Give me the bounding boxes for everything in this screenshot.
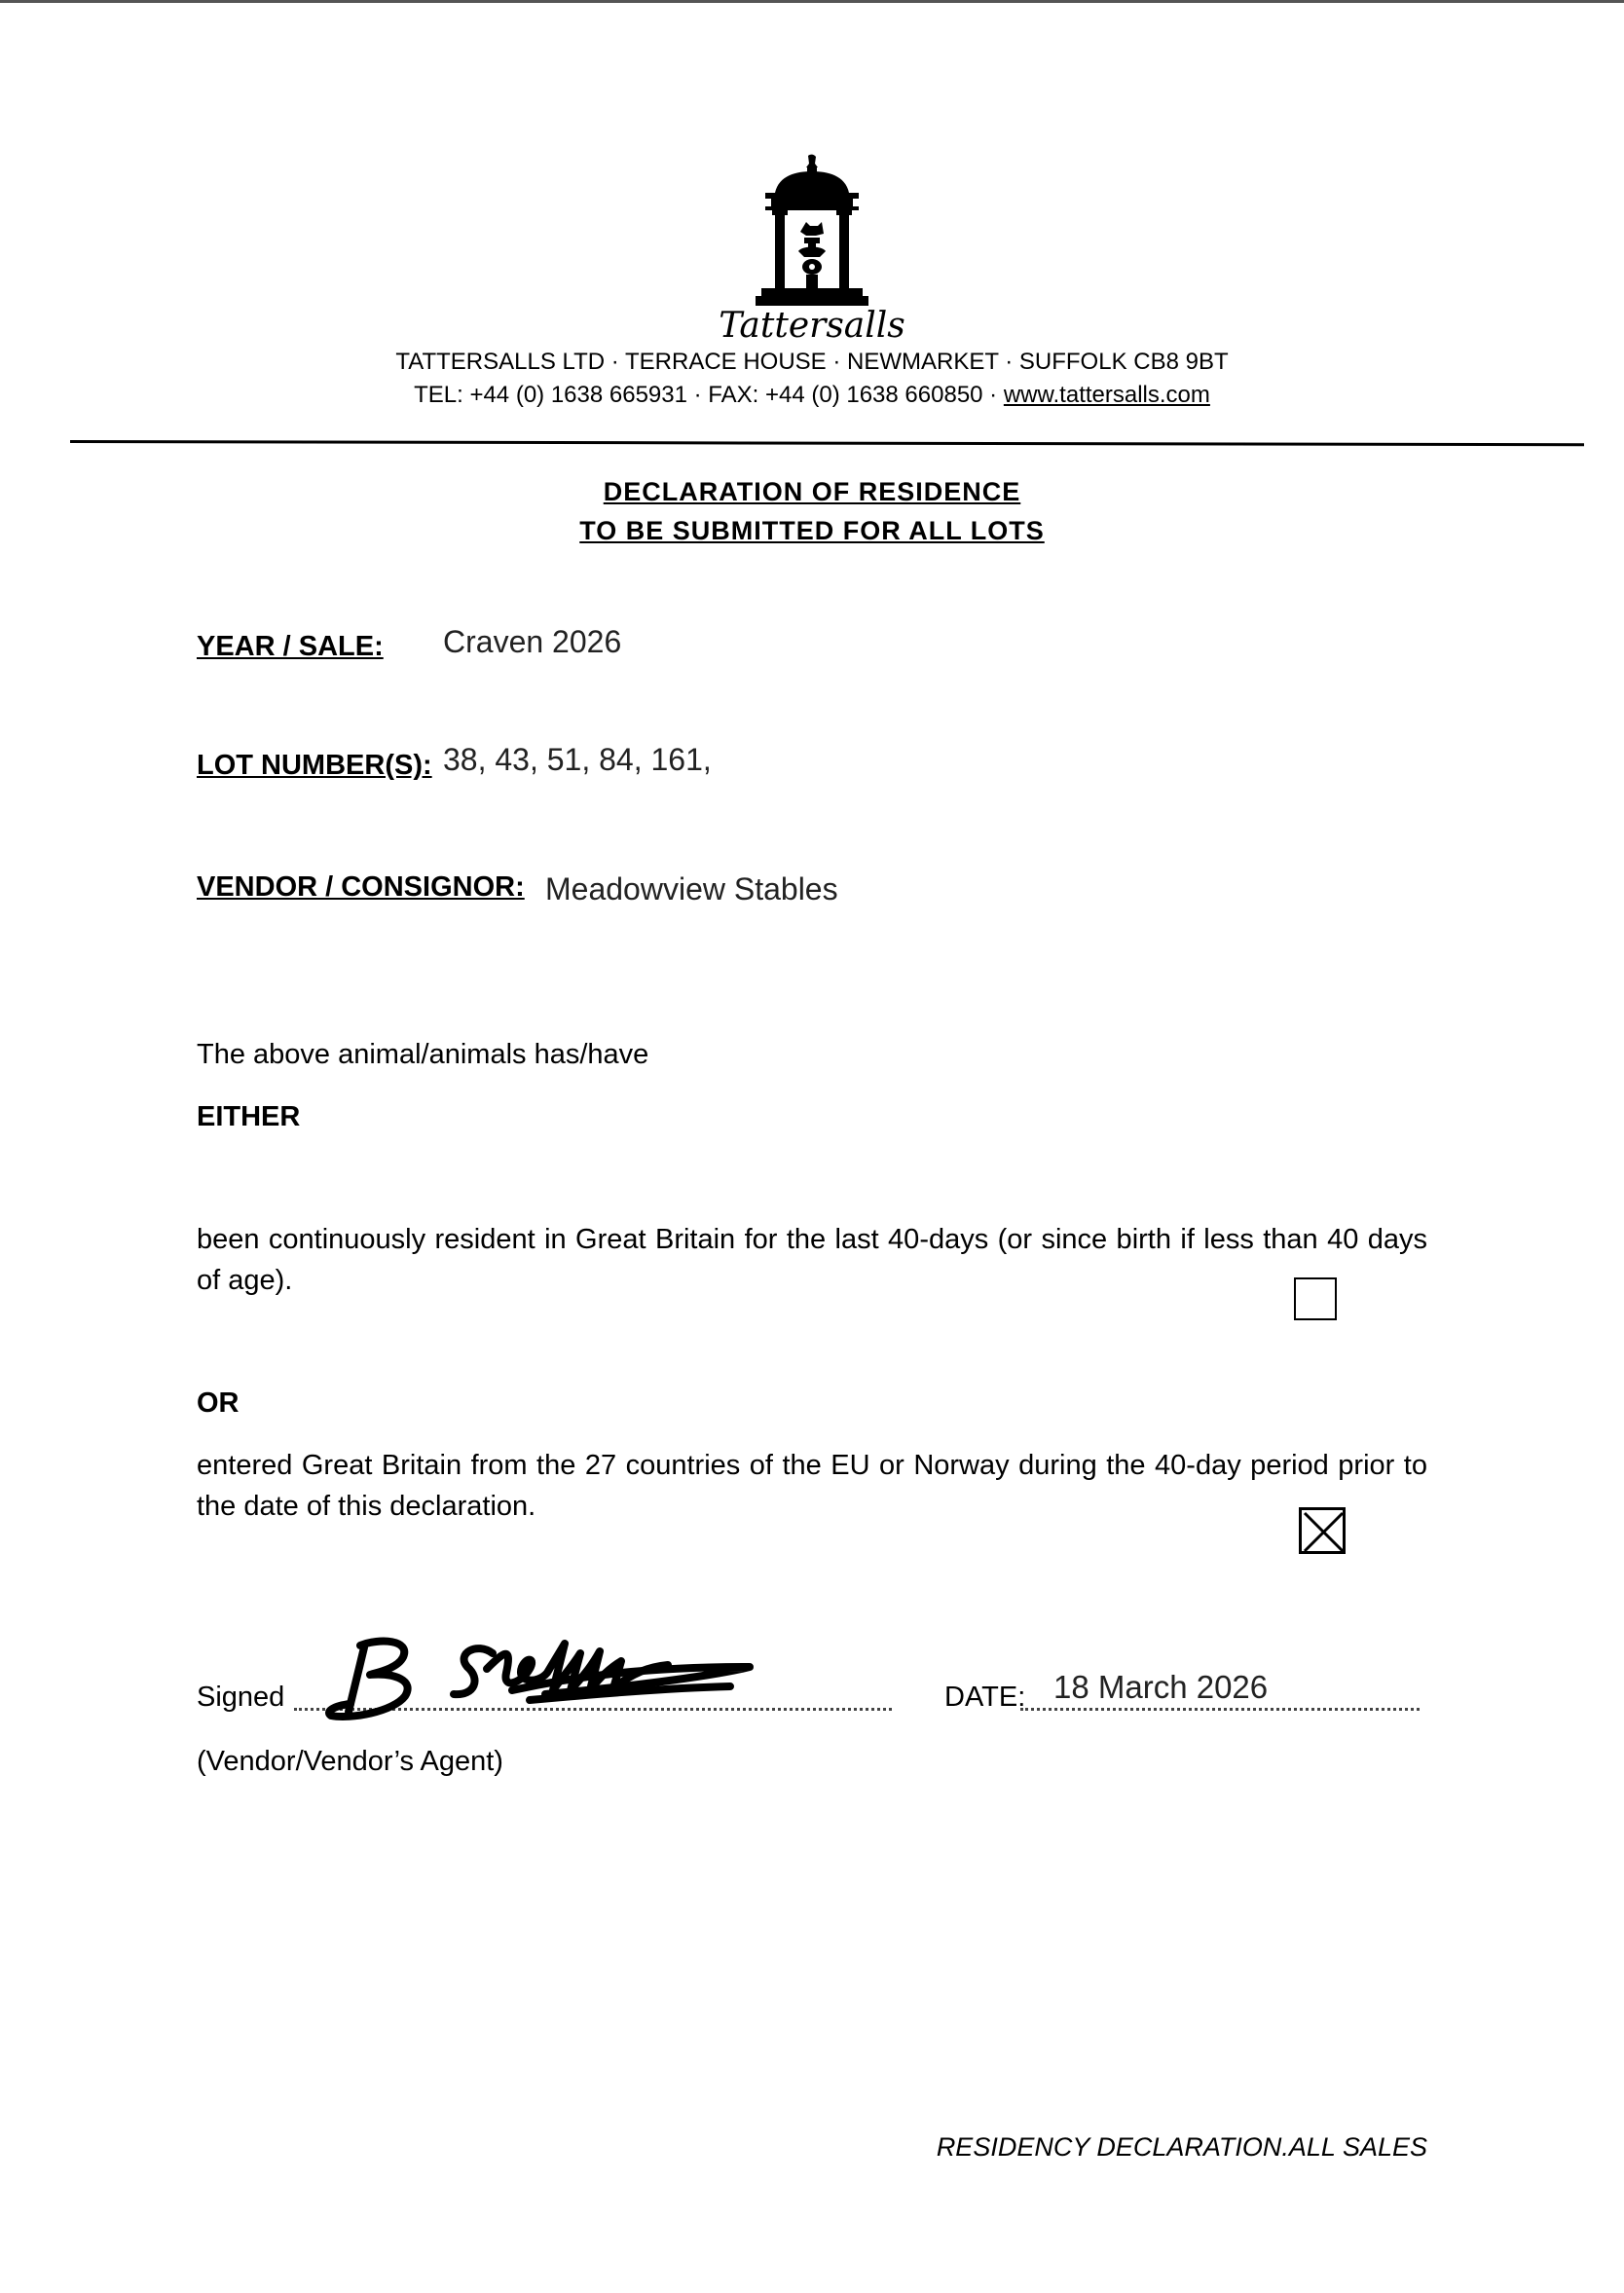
footer-text: RESIDENCY DECLARATION.ALL SALES (936, 2132, 1427, 2162)
brand-name: Tattersalls (719, 306, 905, 346)
handwritten-signature[interactable] (321, 1634, 769, 1731)
declaration-intro: The above animal/animals has/have (197, 1039, 649, 1070)
date-label: DATE: (944, 1682, 1026, 1713)
header-divider (70, 440, 1584, 446)
document-subtitle: TO BE SUBMITTED FOR ALL LOTS (579, 516, 1045, 545)
lot-numbers-label: LOT NUMBER(S): (197, 750, 432, 781)
contact-numbers: TEL: +44 (0) 1638 665931 · FAX: +44 (0) 1638 660850 · (414, 382, 1004, 408)
either-heading: EITHER (197, 1101, 301, 1132)
lot-numbers-value[interactable]: 38, 43, 51, 84, 161, (443, 742, 712, 777)
date-value[interactable]: 18 March 2026 (1053, 1669, 1269, 1705)
checkbox-cross-icon (1302, 1510, 1348, 1557)
vendor-label: VENDOR / CONSIGNOR: (197, 871, 525, 903)
signed-label: Signed (197, 1682, 285, 1713)
vendor-value[interactable]: Meadowview Stables (545, 871, 838, 906)
option-2-text: entered Great Britain from the 27 countries of the EU or Norway during the 40-day period prior to the date of this declaration. (197, 1450, 1427, 1522)
tattersalls-logo-icon (746, 154, 878, 308)
top-border (0, 0, 1624, 3)
year-sale-value[interactable]: Craven 2026 (443, 624, 622, 659)
option-1-checkbox[interactable] (1294, 1277, 1337, 1320)
option-1-text: been continuously resident in Great Britain for the last 40-days (or since birth if less than 40 days of age). (197, 1224, 1427, 1296)
option-2-checkbox[interactable] (1299, 1507, 1346, 1554)
date-dotted-line (1020, 1708, 1420, 1711)
company-address: TATTERSALLS LTD · TERRACE HOUSE · NEWMARKET · SUFFOLK CB8 9BT (395, 349, 1229, 375)
company-contact (0, 382, 1624, 409)
year-sale-label: YEAR / SALE: (197, 631, 384, 662)
document-title: DECLARATION OF RESIDENCE (603, 477, 1021, 506)
signer-role: (Vendor/Vendor’s Agent) (197, 1746, 503, 1777)
or-heading: OR (197, 1387, 240, 1419)
website-link[interactable]: www.tattersalls.com (1003, 382, 1210, 408)
